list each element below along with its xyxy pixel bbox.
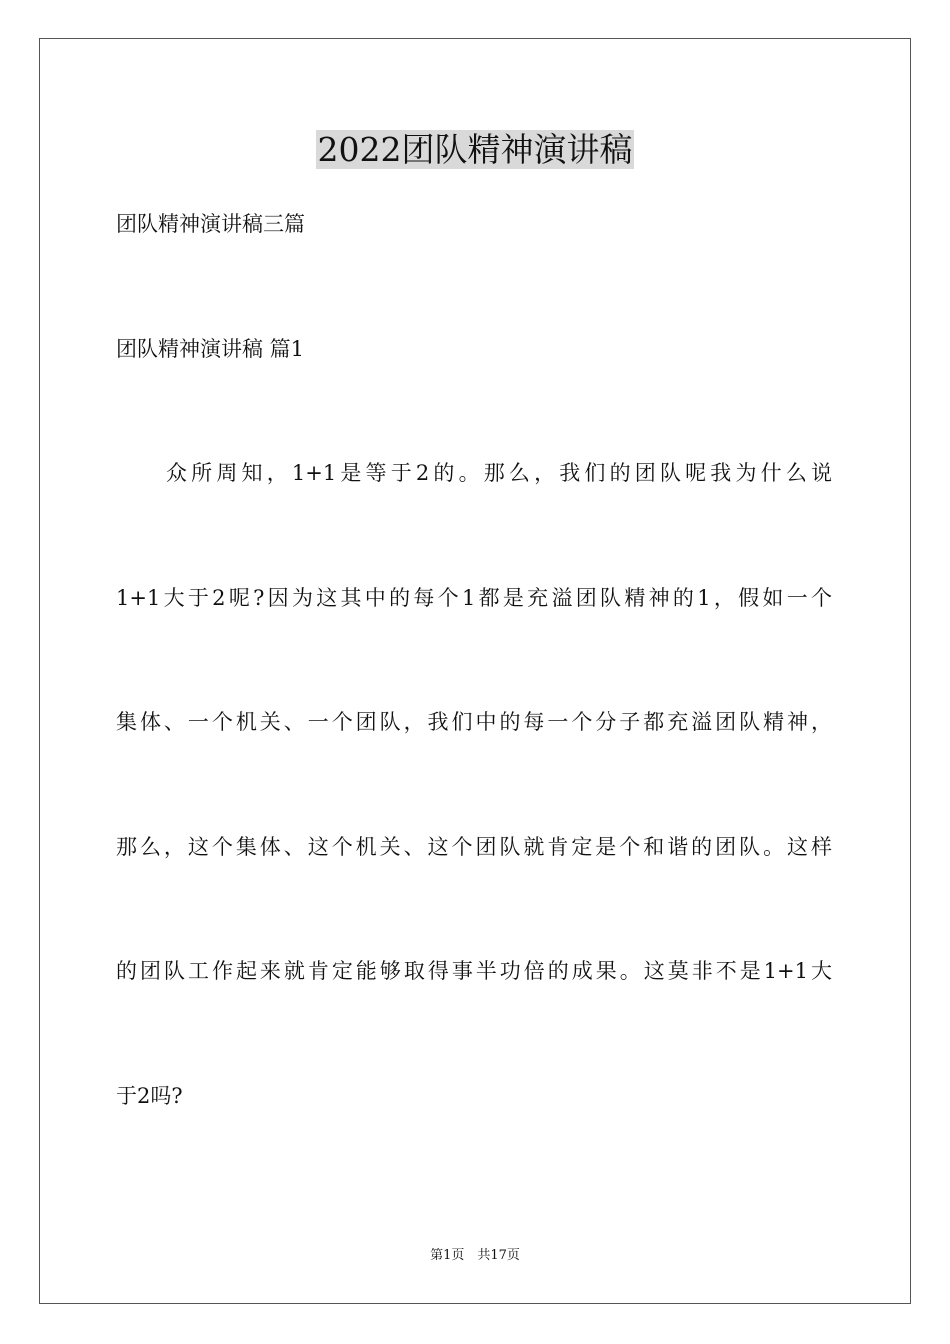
paragraph-line-1: 众所周知，1+1是等于2的。那么，我们的团队呢我为什么说 [166, 461, 832, 485]
document-subtitle: 团队精神演讲稿三篇 [116, 212, 305, 236]
paragraph-line-2: 1+1大于2呢?因为这其中的每个1都是充溢团队精神的1，假如一个 [116, 586, 832, 610]
paragraph-line-6: 于2吗? [116, 1084, 183, 1108]
paragraph-line-4: 那么，这个集体、这个机关、这个团队就肯定是个和谐的团队。这样 [116, 835, 832, 859]
paragraph-line-5: 的团队工作起来就肯定能够取得事半功倍的成果。这莫非不是1+1大 [116, 959, 832, 983]
paragraph-line-3: 集体、一个机关、一个团队，我们中的每一个分子都充溢团队精神， [116, 710, 832, 734]
document-title [0, 126, 950, 174]
page-footer: 第1页 共17页 [430, 1248, 520, 1263]
section-heading: 团队精神演讲稿 篇1 [116, 337, 305, 361]
document-title-text: 2022团队精神演讲稿 [317, 130, 633, 169]
